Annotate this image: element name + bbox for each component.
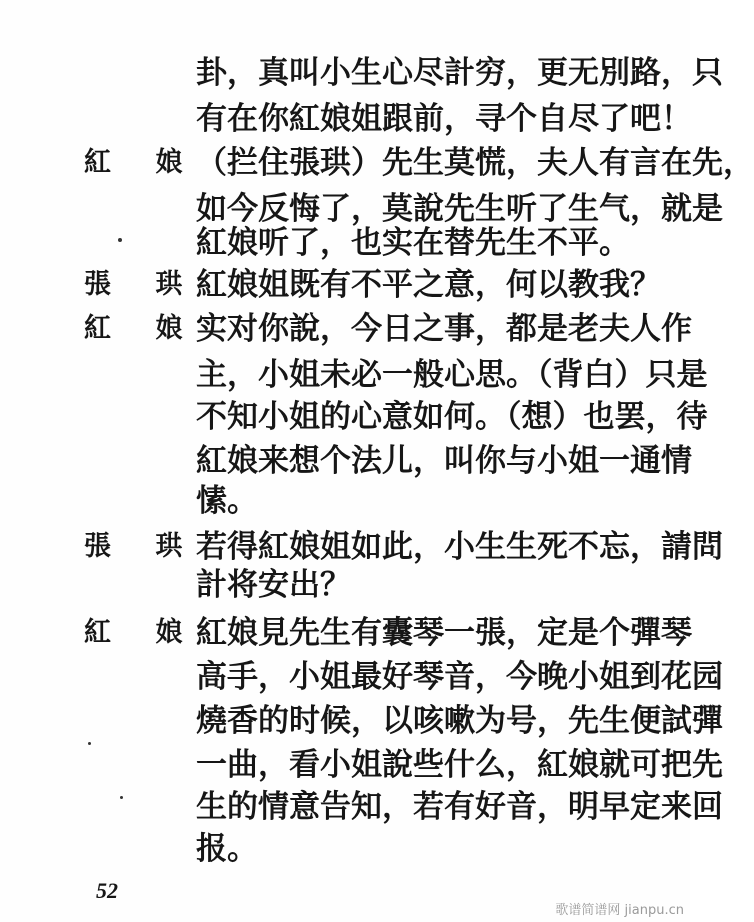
text-line: 卦，真叫小生心尽計穷，更无別路，只 — [196, 55, 723, 91]
speaker-label: 張 珙 — [84, 531, 201, 562]
dialogue-line: 实对你說，今日之事，都是老夫人作 — [196, 311, 692, 347]
dialogue-line: 計将安出？ — [196, 567, 351, 603]
dialogue-line: 高手，小姐最好琴音，今晚小姐到花园 — [196, 659, 723, 695]
dialogue-line: 燒香的时候，以咳嗽为号，先生便試彈 — [196, 703, 723, 739]
dialogue-line: 若得紅娘姐如此，小生生死不忘，請問 — [196, 529, 723, 565]
dialogue-line: 愫。 — [196, 483, 258, 519]
dialogue-line: 主，小姐未必一般心思。（背白）只是 — [196, 357, 708, 393]
dialogue-line: 紅娘听了，也实在替先生不平。 — [196, 225, 630, 261]
dialogue-line: 紅娘見先生有囊琴一張，定是个彈琴 — [196, 615, 692, 651]
site-watermark: 歌谱简谱网 jianpu.cn — [555, 903, 684, 918]
dialogue-line: （拦住張珙）先生莫慌，夫人有言在先， — [196, 145, 754, 181]
speaker-label: 紅 娘 — [84, 617, 201, 648]
dialogue-line: 不知小姐的心意如何。（想）也罢，待 — [196, 399, 708, 435]
dialogue-line: 紅娘来想个法儿，叫你与小姐一通情 — [196, 443, 692, 479]
scan-speck — [118, 238, 122, 242]
dialogue-line: 紅娘姐既有不平之意，何以教我？ — [196, 267, 661, 303]
speaker-label: 張 珙 — [84, 269, 201, 300]
dialogue-line: 如今反悔了，莫說先生听了生气，就是 — [196, 191, 723, 227]
speaker-label: 紅 娘 — [84, 313, 201, 344]
scan-speck — [120, 796, 123, 799]
speaker-label: 紅 娘 — [84, 147, 201, 178]
dialogue-line: 生的情意告知，若有好音，明早定来回 — [196, 789, 723, 825]
scan-speck — [88, 742, 91, 745]
dialogue-line: 一曲，看小姐說些什么，紅娘就可把先 — [196, 747, 723, 783]
page-number: 52 — [96, 878, 118, 903]
text-line: 有在你紅娘姐跟前，寻个自尽了吧！ — [196, 101, 692, 137]
dialogue-line: 报。 — [196, 831, 258, 867]
